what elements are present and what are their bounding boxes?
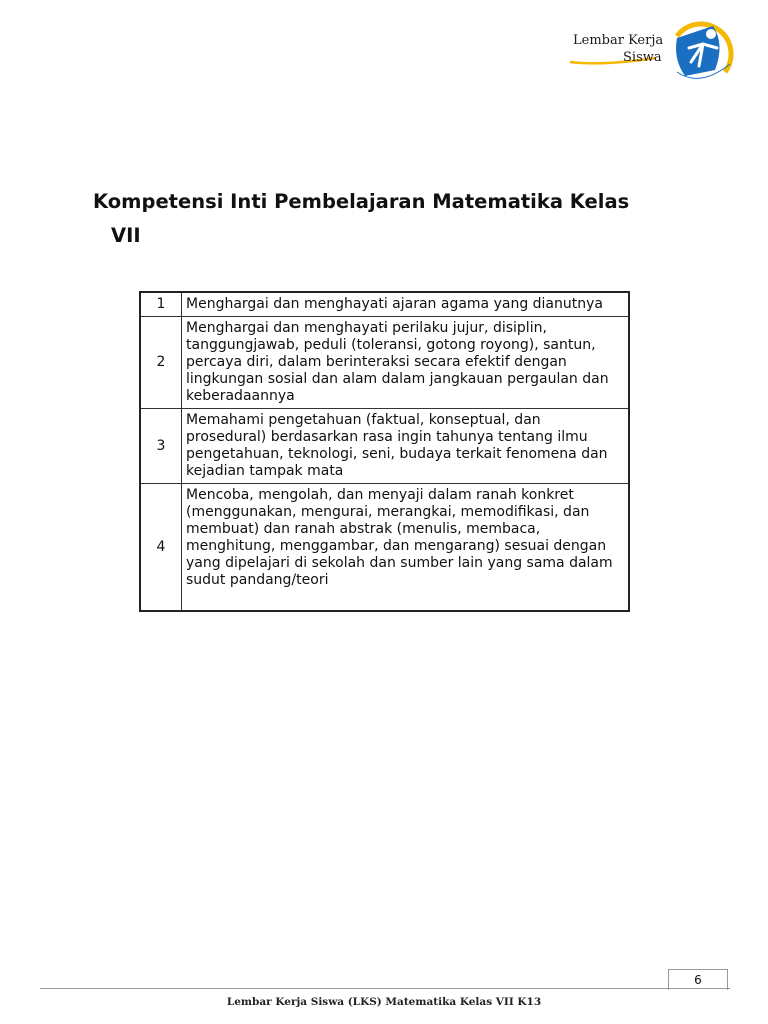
page-title-line1: Kompetensi Inti Pembelajaran Matematika Kelas (93, 190, 630, 213)
logo-title-line2: Siswa (623, 50, 662, 65)
table-row (140, 317, 629, 409)
page-title (93, 185, 693, 253)
competency-table (139, 291, 630, 612)
competency-text: Menghargai dan menghayati perilaku jujur, disiplin, tanggungjawab, peduli (toleransi, gotong royong), santun, percaya diri, dalam berinteraksi secara efektif dengan lingkungan sosial dan alam dalam jangkauan pergaulan dan keberadaannya (182, 317, 630, 409)
competency-number: 4 (140, 484, 182, 612)
page-number: 6 (668, 969, 728, 990)
competency-number: 1 (140, 292, 182, 317)
table-row (140, 484, 629, 612)
page-footer: Lembar Kerja Siswa (LKS) Matematika Kelas VII K13 (226, 996, 542, 1008)
competency-text: Memahami pengetahuan (faktual, konseptual, dan prosedural) berdasarkan rasa ingin tahunya tentang ilmu pengetahuan, teknologi, seni, budaya terkait fenomena dan kejadian tampak mata (182, 409, 630, 484)
competency-number: 3 (140, 409, 182, 484)
competency-number: 2 (140, 317, 182, 409)
competency-text: Menghargai dan menghayati ajaran agama yang dianutnya (182, 292, 630, 317)
table-row (140, 292, 629, 317)
table-row (140, 409, 629, 484)
footer-divider (40, 988, 730, 989)
logo-title-line1: Lembar Kerja (573, 33, 664, 48)
page-title-line2: VII (111, 224, 141, 247)
competency-text: Mencoba, mengolah, dan menyaji dalam ranah konkret (menggunakan, mengurai, merangkai, memodifikasi, dan membuat) dan ranah abstrak (menulis, membaca, menghitung, menggambar, dan mengarang) sesuai dengan yang dipelajari di sekolah dan sumber lain yang sama dalam sudut pandang/teori (182, 484, 630, 612)
lks-logo (565, 14, 740, 86)
